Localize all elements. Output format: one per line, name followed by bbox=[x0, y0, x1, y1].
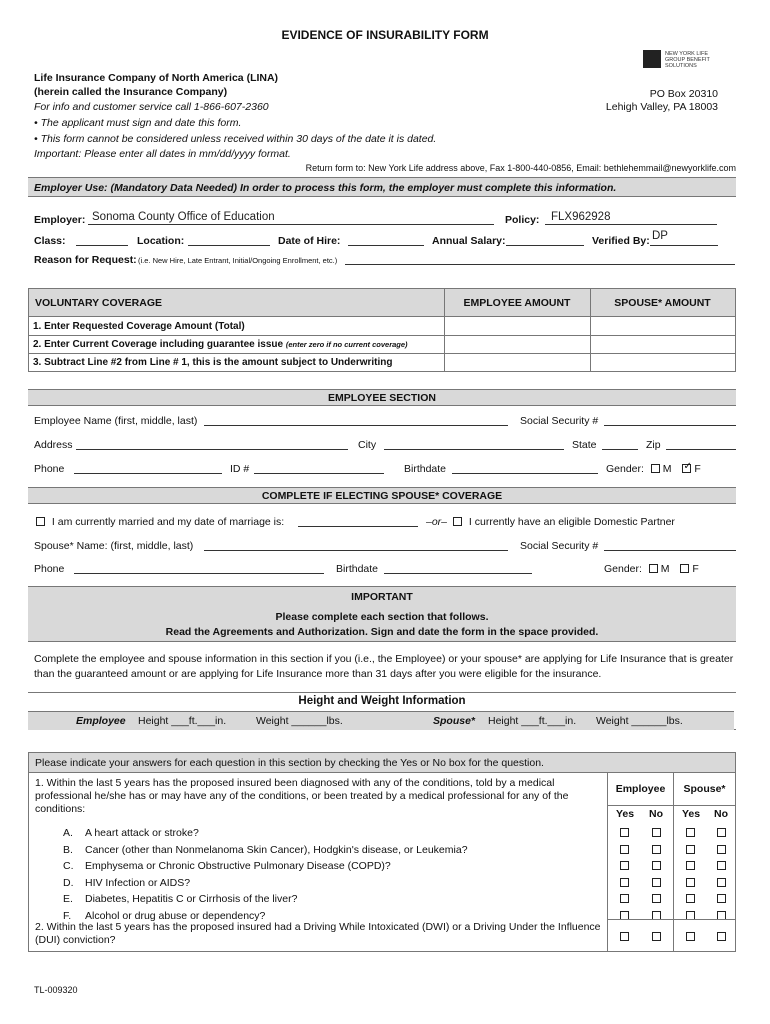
employee-gender-f-label: F bbox=[694, 463, 701, 475]
spouse-phone-label: Phone bbox=[34, 563, 65, 575]
question-item-letter: E. bbox=[63, 893, 73, 905]
married-label: I am currently married and my date of marriage is: bbox=[51, 516, 285, 528]
q1-spouse-no-checkbox[interactable] bbox=[717, 894, 726, 903]
question-item-text: Cancer (other than Nonmelanoma Skin Cancer), Hodgkin's disease, or Leukemia? bbox=[85, 843, 468, 856]
q2-employee-no-checkbox[interactable] bbox=[652, 932, 661, 941]
employee-address-field[interactable] bbox=[76, 438, 348, 450]
spouse-underwriting-amount-field[interactable] bbox=[591, 354, 735, 371]
employee-address-label: Address bbox=[34, 439, 73, 451]
voluntary-header: VOLUNTARY COVERAGE bbox=[35, 297, 162, 309]
employee-birthdate-field[interactable] bbox=[452, 462, 598, 474]
questions-intro: Please indicate your answers for each question in this section by checking the Yes or No box for the question. bbox=[35, 757, 544, 769]
employee-gender-m-checkbox[interactable] bbox=[651, 464, 660, 473]
employee-city-label: City bbox=[358, 439, 377, 451]
question-item-text: A heart attack or stroke? bbox=[85, 827, 199, 839]
bullet-30-days: • This form cannot be considered unless received within 30 days of the date it is dated. bbox=[34, 133, 437, 145]
spouse-ssn-field[interactable] bbox=[604, 539, 736, 551]
voluntary-row-2 bbox=[33, 339, 408, 350]
info-line: For info and customer service call 1-866-607-2360 bbox=[34, 101, 269, 113]
employer-band-text: Employer Use: (Mandatory Data Needed) In order to process this form, the employer must complete this information. bbox=[34, 182, 617, 194]
q1-employee-yes-checkbox[interactable] bbox=[620, 894, 629, 903]
logo-text: NEW YORK LIFE GROUP BENEFIT SOLUTIONS bbox=[665, 51, 710, 69]
spouse-section-band bbox=[28, 487, 736, 504]
employee-weight-field[interactable]: Weight ______lbs. bbox=[256, 715, 343, 727]
q2-employee-no bbox=[652, 931, 661, 943]
q1-spouse-no-checkbox[interactable] bbox=[717, 861, 726, 870]
hw-employee-label: Employee bbox=[76, 715, 126, 727]
spouse-name-label: Spouse* Name: (first, middle, last) bbox=[34, 540, 194, 552]
questions-block bbox=[28, 752, 736, 952]
employee-city-field[interactable] bbox=[384, 438, 564, 450]
employee-name-label: Employee Name (first, middle, last) bbox=[34, 415, 198, 427]
employee-no-header: No bbox=[649, 808, 663, 820]
q2-spouse-yes-checkbox[interactable] bbox=[686, 932, 695, 941]
employee-phone-field[interactable] bbox=[74, 462, 222, 474]
question-item-text: Emphysema or Chronic Obstructive Pulmonary Disease (COPD)? bbox=[85, 860, 391, 872]
employee-ssn-label: Social Security # bbox=[520, 415, 599, 427]
q1-employee-yes-checkbox[interactable] bbox=[620, 878, 629, 887]
q1-spouse-no-checkbox[interactable] bbox=[717, 878, 726, 887]
spouse-birthdate-label: Birthdate bbox=[336, 563, 379, 575]
employee-state-field[interactable] bbox=[602, 438, 638, 450]
employee-height-field[interactable]: Height ___ft.___in. bbox=[138, 715, 227, 727]
spouse-name-field[interactable] bbox=[204, 539, 508, 551]
employer-value: Sonoma County Office of Education bbox=[92, 211, 275, 223]
voluntary-row-2-label: 2. Enter Current Coverage including guarantee issue bbox=[33, 339, 284, 350]
q1-employee-yes-checkbox[interactable] bbox=[620, 861, 629, 870]
important-title: IMPORTANT bbox=[351, 591, 413, 603]
address-line1: PO Box 20310 bbox=[649, 88, 718, 100]
question-item bbox=[29, 858, 735, 875]
salary-label: Annual Salary: bbox=[432, 235, 506, 247]
address-line2: Lehigh Valley, PA 18003 bbox=[605, 101, 718, 113]
q1-employee-yes-checkbox[interactable] bbox=[620, 828, 629, 837]
employee-underwriting-amount-field[interactable] bbox=[445, 354, 590, 371]
employee-id-field[interactable] bbox=[254, 462, 384, 474]
reason-field[interactable] bbox=[345, 253, 735, 265]
question-item-letter: F. bbox=[63, 909, 72, 922]
location-field[interactable] bbox=[188, 234, 270, 246]
spouse-gender-m-label: M bbox=[660, 563, 670, 575]
spouse-weight-field[interactable]: Weight ______lbs. bbox=[596, 715, 683, 727]
q2-employee-yes bbox=[620, 931, 629, 943]
answer-employee-header: Employee bbox=[615, 783, 666, 795]
company-note: (herein called the Insurance Company) bbox=[34, 86, 228, 98]
question-item-letter: B. bbox=[63, 843, 73, 856]
q1-employee-no-checkbox[interactable] bbox=[652, 828, 661, 837]
q2-spouse-no-checkbox[interactable] bbox=[717, 932, 726, 941]
employee-section-band bbox=[28, 389, 736, 406]
question-item bbox=[29, 875, 735, 892]
answer-header-divider bbox=[607, 805, 735, 806]
domestic-partner-label: I currently have an eligible Domestic Partner bbox=[468, 516, 675, 528]
question-item bbox=[29, 842, 735, 859]
q2-spouse-no bbox=[717, 931, 726, 943]
married-option bbox=[36, 516, 284, 528]
spouse-gender-m-checkbox[interactable] bbox=[649, 564, 658, 573]
employee-phone-label: Phone bbox=[34, 463, 65, 475]
employee-gender-label: Gender: bbox=[606, 463, 644, 475]
domestic-partner-option bbox=[453, 516, 675, 528]
q1-spouse-yes-checkbox[interactable] bbox=[686, 845, 695, 854]
q1-spouse-yes-checkbox[interactable] bbox=[686, 894, 695, 903]
q1-spouse-yes-checkbox[interactable] bbox=[686, 828, 695, 837]
company-name: Life Insurance Company of North America (LINA) bbox=[34, 72, 279, 84]
spouse-gender-label: Gender: bbox=[604, 563, 642, 575]
employee-birthdate-label: Birthdate bbox=[404, 463, 447, 475]
policy-value: FLX962928 bbox=[551, 211, 611, 223]
height-weight-header: Height and Weight Information bbox=[298, 695, 466, 707]
nyl-logo-icon bbox=[643, 50, 661, 68]
form-title: EVIDENCE OF INSURABILITY FORM bbox=[281, 28, 489, 42]
employee-gender-f-checkbox[interactable] bbox=[682, 464, 691, 473]
employee-zip-label: Zip bbox=[646, 439, 661, 451]
employee-ssn-field[interactable] bbox=[604, 414, 736, 426]
question-item bbox=[29, 891, 735, 908]
q2-spouse-yes bbox=[686, 931, 695, 943]
spouse-current-amount-field[interactable] bbox=[591, 336, 735, 353]
voluntary-coverage-table bbox=[28, 288, 736, 372]
spouse-ssn-label: Social Security # bbox=[520, 540, 599, 552]
answer-spouse-header: Spouse* bbox=[683, 783, 726, 795]
verified-label: Verified By: bbox=[592, 235, 650, 247]
question-item-text: Diabetes, Hepatitis C or Cirrhosis of the liver? bbox=[85, 893, 298, 905]
or-text: –or– bbox=[426, 516, 448, 528]
employee-name-field[interactable] bbox=[204, 414, 508, 426]
spouse-yes-header: Yes bbox=[681, 808, 701, 820]
return-instructions: Return form to: New York Life address above, Fax 1-800-440-0856, Email: bethlehemmail@newyorklife.com bbox=[305, 163, 736, 173]
spouse-no-header: No bbox=[714, 808, 728, 820]
company-logo bbox=[643, 50, 723, 72]
employee-gender bbox=[606, 463, 701, 475]
q1-employee-yes-checkbox[interactable] bbox=[620, 845, 629, 854]
questions-intro-band bbox=[29, 753, 735, 773]
question-item-text: Alcohol or drug abuse or dependency? bbox=[85, 909, 266, 922]
spouse-birthdate-field[interactable] bbox=[384, 562, 532, 574]
employer-label: Employer: bbox=[34, 214, 86, 226]
q1-spouse-no-checkbox[interactable] bbox=[717, 845, 726, 854]
verified-field[interactable] bbox=[650, 230, 718, 246]
question-item-letter: A. bbox=[63, 827, 73, 839]
employee-zip-field[interactable] bbox=[666, 438, 736, 450]
question-item bbox=[29, 825, 735, 842]
employer-band bbox=[28, 177, 736, 197]
domestic-partner-checkbox[interactable] bbox=[453, 517, 462, 526]
q2-divider bbox=[607, 919, 735, 920]
spouse-gender bbox=[604, 563, 699, 575]
bullet-sign: • The applicant must sign and date this form. bbox=[34, 117, 242, 129]
question-item-letter: C. bbox=[63, 860, 74, 872]
policy-field[interactable] bbox=[545, 213, 717, 225]
q1-employee-no-checkbox[interactable] bbox=[652, 861, 661, 870]
form-code: TL-009320 bbox=[34, 985, 78, 995]
important-line2: Read the Agreements and Authorization. Sign and date the form in the space provided. bbox=[165, 626, 599, 638]
reason-hint: (i.e. New Hire, Late Entrant, Initial/Ongoing Enrollment, etc.) bbox=[138, 256, 338, 265]
reason-label: Reason for Request: bbox=[34, 254, 137, 266]
policy-label: Policy: bbox=[505, 214, 540, 226]
question-2: 2. Within the last 5 years has the proposed insured had a Driving While Intoxicated (DWI) or a Driving Under the Influence (DUI) conviction? bbox=[35, 921, 601, 946]
important-paragraph: Complete the employee and spouse information in this section if you (i.e., the Employee) or your spouse* are applying for Life Insurance that is greater than the guaranteed amount or are applying for Life Insurance more than 31 days after you were eligible for the insurance. bbox=[34, 653, 734, 680]
q1-spouse-no-checkbox[interactable] bbox=[717, 828, 726, 837]
height-weight-block bbox=[28, 692, 736, 730]
voluntary-spouse-col: SPOUSE* AMOUNT bbox=[614, 297, 711, 309]
q1-employee-no-checkbox[interactable] bbox=[652, 878, 661, 887]
question-item-letter: D. bbox=[63, 876, 74, 889]
hw-spouse-label: Spouse* bbox=[433, 715, 476, 727]
employee-state-label: State bbox=[572, 439, 597, 451]
question-1: 1. Within the last 5 years has the proposed insured been diagnosed with any of the conditions, told by a medical professional he/she has or may have any of the conditions, or been treated by a medical professional for any of the conditions: bbox=[35, 777, 569, 815]
important-line1: Please complete each section that follows. bbox=[275, 611, 489, 623]
marriage-date-field[interactable] bbox=[298, 515, 418, 527]
q1-spouse-yes-checkbox[interactable] bbox=[686, 878, 695, 887]
q2-employee-yes-checkbox[interactable] bbox=[620, 932, 629, 941]
location-label: Location: bbox=[137, 235, 185, 247]
class-field[interactable] bbox=[76, 234, 128, 246]
spouse-section-header: COMPLETE IF ELECTING SPOUSE* COVERAGE bbox=[261, 490, 503, 502]
spouse-gender-f-label: F bbox=[692, 563, 699, 575]
employee-id-label: ID # bbox=[230, 463, 250, 475]
salary-field[interactable] bbox=[506, 234, 584, 246]
employee-gender-m-label: M bbox=[662, 463, 672, 475]
hire-date-field[interactable] bbox=[348, 234, 424, 246]
spouse-gender-f-checkbox[interactable] bbox=[680, 564, 689, 573]
verified-value: DP bbox=[652, 230, 668, 242]
employer-field[interactable] bbox=[88, 213, 494, 225]
question-item-text: HIV Infection or AIDS? bbox=[85, 876, 191, 889]
voluntary-employee-col: EMPLOYEE AMOUNT bbox=[463, 297, 571, 309]
important-dates: Important: Please enter all dates in mm/dd/yyyy format. bbox=[34, 148, 291, 160]
height-weight-row bbox=[28, 711, 734, 730]
employee-current-amount-field[interactable] bbox=[445, 336, 590, 353]
spouse-height-field[interactable]: Height ___ft.___in. bbox=[488, 715, 577, 727]
hire-label: Date of Hire: bbox=[278, 235, 341, 247]
employee-yes-header: Yes bbox=[615, 808, 635, 820]
employee-requested-amount-field[interactable] bbox=[445, 318, 590, 335]
spouse-requested-amount-field[interactable] bbox=[591, 318, 735, 335]
married-checkbox[interactable] bbox=[36, 517, 45, 526]
voluntary-row-2-hint: (enter zero if no current coverage) bbox=[285, 340, 408, 349]
class-label: Class: bbox=[34, 235, 66, 247]
employee-section-header: EMPLOYEE SECTION bbox=[328, 392, 436, 404]
spouse-phone-field[interactable] bbox=[74, 562, 324, 574]
q1-spouse-yes-checkbox[interactable] bbox=[686, 861, 695, 870]
important-box bbox=[28, 586, 736, 642]
q1-employee-no-checkbox[interactable] bbox=[652, 845, 661, 854]
voluntary-row-1: 1. Enter Requested Coverage Amount (Total) bbox=[33, 321, 245, 332]
q1-employee-no-checkbox[interactable] bbox=[652, 894, 661, 903]
voluntary-row-3: 3. Subtract Line #2 from Line # 1, this is the amount subject to Underwriting bbox=[33, 357, 393, 368]
